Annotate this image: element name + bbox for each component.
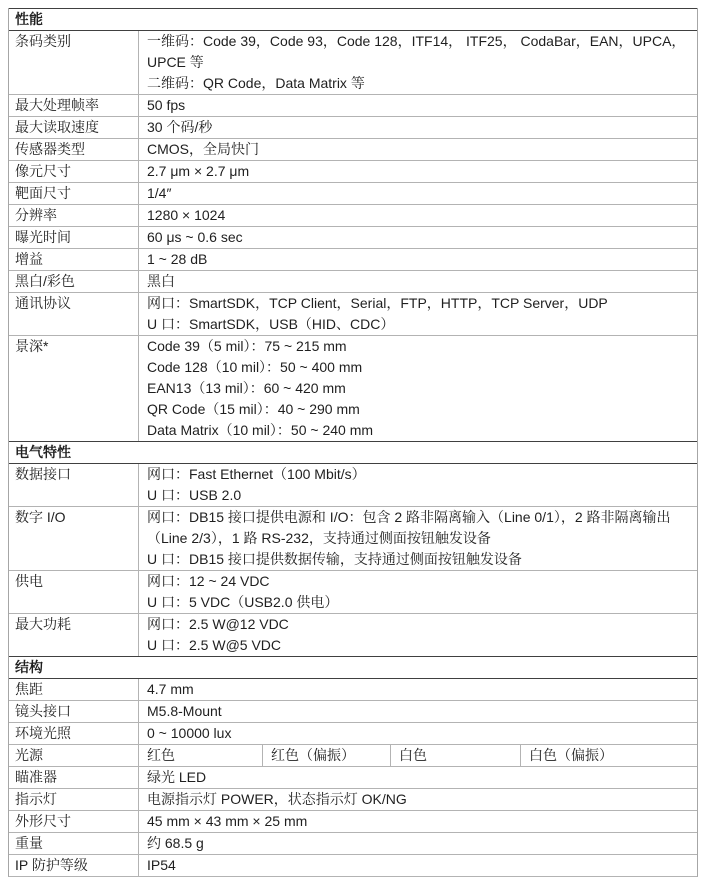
row-label: 像元尺寸 [9, 161, 139, 182]
row-label: 环境光照 [9, 723, 139, 744]
value-line: IP54 [147, 857, 176, 873]
table-row [9, 161, 697, 183]
table-row [9, 789, 697, 811]
value-line: U 口：SmartSDK，USB（HID、CDC） [147, 316, 395, 332]
row-label: 瞄准器 [9, 767, 139, 788]
value-line: 电源指示灯 POWER，状态指示灯 OK/NG [147, 791, 407, 807]
row-value [139, 183, 697, 204]
value-line: 一维码：Code 39，Code 93，Code 128，ITF14， ITF25， CodaBar，EAN，UPCA，UPCE 等 [147, 33, 686, 70]
row-label: 曝光时间 [9, 227, 139, 248]
row-value [139, 507, 697, 570]
table-row [9, 249, 697, 271]
spec-section [9, 656, 697, 876]
row-label: 指示灯 [9, 789, 139, 810]
value-line: Code 128（10 mil）：50 ~ 400 mm [147, 359, 363, 375]
value-line: 1280 × 1024 [147, 207, 226, 223]
row-value [139, 855, 697, 876]
value-line: 60 μs ~ 0.6 sec [147, 229, 243, 245]
row-value [139, 789, 697, 810]
table-row [9, 95, 697, 117]
row-label: 焦距 [9, 679, 139, 700]
value-line: 2.7 μm × 2.7 μm [147, 163, 250, 179]
row-value [139, 336, 697, 441]
row-label: 数字 I/O [9, 507, 139, 570]
value-line: 绿光 LED [147, 769, 207, 785]
value-line: 1/4″ [147, 185, 172, 201]
table-row [9, 855, 697, 876]
value-line: U 口：2.5 W@5 VDC [147, 637, 282, 653]
section-title: 电气特性 [9, 441, 697, 464]
row-value [139, 139, 697, 160]
value-column: 红色（偏振） [263, 745, 391, 766]
row-label: 分辨率 [9, 205, 139, 226]
row-value [139, 679, 697, 700]
table-row [9, 139, 697, 161]
value-line: Data Matrix（10 mil）：50 ~ 240 mm [147, 422, 374, 438]
row-label: 外形尺寸 [9, 811, 139, 832]
value-line: M5.8-Mount [147, 703, 222, 719]
value-line: CMOS，全局快门 [147, 141, 259, 157]
row-label: 光源 [9, 745, 139, 766]
row-label: 数据接口 [9, 464, 139, 506]
row-label: 传感器类型 [9, 139, 139, 160]
table-row [9, 571, 697, 614]
section-title: 结构 [9, 656, 697, 679]
row-value [139, 767, 697, 788]
value-line: 45 mm × 43 mm × 25 mm [147, 813, 308, 829]
row-value [139, 701, 697, 722]
row-value [139, 95, 697, 116]
row-value [139, 249, 697, 270]
value-line: U 口：DB15 接口提供数据传输，支持通过侧面按钮触发设备 [147, 551, 522, 567]
table-row [9, 614, 697, 657]
table-row [9, 271, 697, 293]
table-row [9, 336, 697, 442]
value-line: 30 个码/秒 [147, 119, 213, 135]
value-line: 约 68.5 g [147, 835, 204, 851]
table-row [9, 745, 697, 767]
value-line: 网口：SmartSDK，TCP Client，Serial，FTP，HTTP，TCP Server，UDP [147, 295, 608, 311]
value-line: Code 39（5 mil）：75 ~ 215 mm [147, 338, 347, 354]
row-value [139, 205, 697, 226]
table-row [9, 183, 697, 205]
value-line: U 口：5 VDC（USB2.0 供电） [147, 594, 339, 610]
table-row [9, 293, 697, 336]
row-label: 最大读取速度 [9, 117, 139, 138]
table-row [9, 205, 697, 227]
value-column: 红色 [139, 745, 263, 766]
value-line: EAN13（13 mil）：60 ~ 420 mm [147, 380, 346, 396]
row-label: 最大处理帧率 [9, 95, 139, 116]
spec-section [9, 8, 697, 442]
table-row [9, 811, 697, 833]
value-column: 白色 [391, 745, 521, 766]
row-value [139, 271, 697, 292]
spec-table [8, 8, 698, 877]
row-label: 增益 [9, 249, 139, 270]
row-label: 景深* [9, 336, 139, 441]
table-row [9, 723, 697, 745]
row-value [139, 161, 697, 182]
value-line: 网口：2.5 W@12 VDC [147, 616, 289, 632]
row-value [139, 464, 697, 506]
row-label: 最大功耗 [9, 614, 139, 656]
row-label: IP 防护等级 [9, 855, 139, 876]
value-line: 4.7 mm [147, 681, 194, 697]
table-row [9, 833, 697, 855]
value-line: 网口：Fast Ethernet（100 Mbit/s） [147, 466, 366, 482]
row-label: 镜头接口 [9, 701, 139, 722]
row-value-columns [139, 745, 697, 766]
row-value [139, 31, 697, 94]
row-value [139, 833, 697, 854]
row-label: 重量 [9, 833, 139, 854]
row-value [139, 293, 697, 335]
table-row [9, 117, 697, 139]
value-column: 白色（偏振） [529, 747, 613, 763]
value-line: 1 ~ 28 dB [147, 251, 208, 267]
value-line: 黑白 [147, 273, 175, 289]
table-row [9, 767, 697, 789]
row-value [139, 614, 697, 656]
table-row [9, 507, 697, 571]
row-label: 供电 [9, 571, 139, 613]
table-row [9, 464, 697, 507]
row-value [139, 811, 697, 832]
row-label: 通讯协议 [9, 293, 139, 335]
row-label: 靶面尺寸 [9, 183, 139, 204]
table-row [9, 701, 697, 723]
row-value [139, 723, 697, 744]
table-row [9, 31, 697, 95]
row-label: 黑白/彩色 [9, 271, 139, 292]
value-line: U 口：USB 2.0 [147, 487, 242, 503]
table-row [9, 227, 697, 249]
table-row [9, 679, 697, 701]
value-line: 网口：12 ~ 24 VDC [147, 573, 270, 589]
value-line: 二维码：QR Code，Data Matrix 等 [147, 75, 365, 91]
row-value [139, 227, 697, 248]
row-label: 条码类别 [9, 31, 139, 94]
value-line: 50 fps [147, 97, 186, 113]
value-line: 网口：DB15 接口提供电源和 I/O：包含 2 路非隔离输入（Line 0/1），2 路非隔离输出（Line 2/3），1 路 RS-232，支持通过侧面按钮触发设备 [147, 509, 671, 546]
row-value [139, 571, 697, 613]
spec-section [9, 441, 697, 657]
value-line: QR Code（15 mil）：40 ~ 290 mm [147, 401, 360, 417]
value-line: 0 ~ 10000 lux [147, 725, 232, 741]
row-value [139, 117, 697, 138]
section-title: 性能 [9, 8, 697, 31]
